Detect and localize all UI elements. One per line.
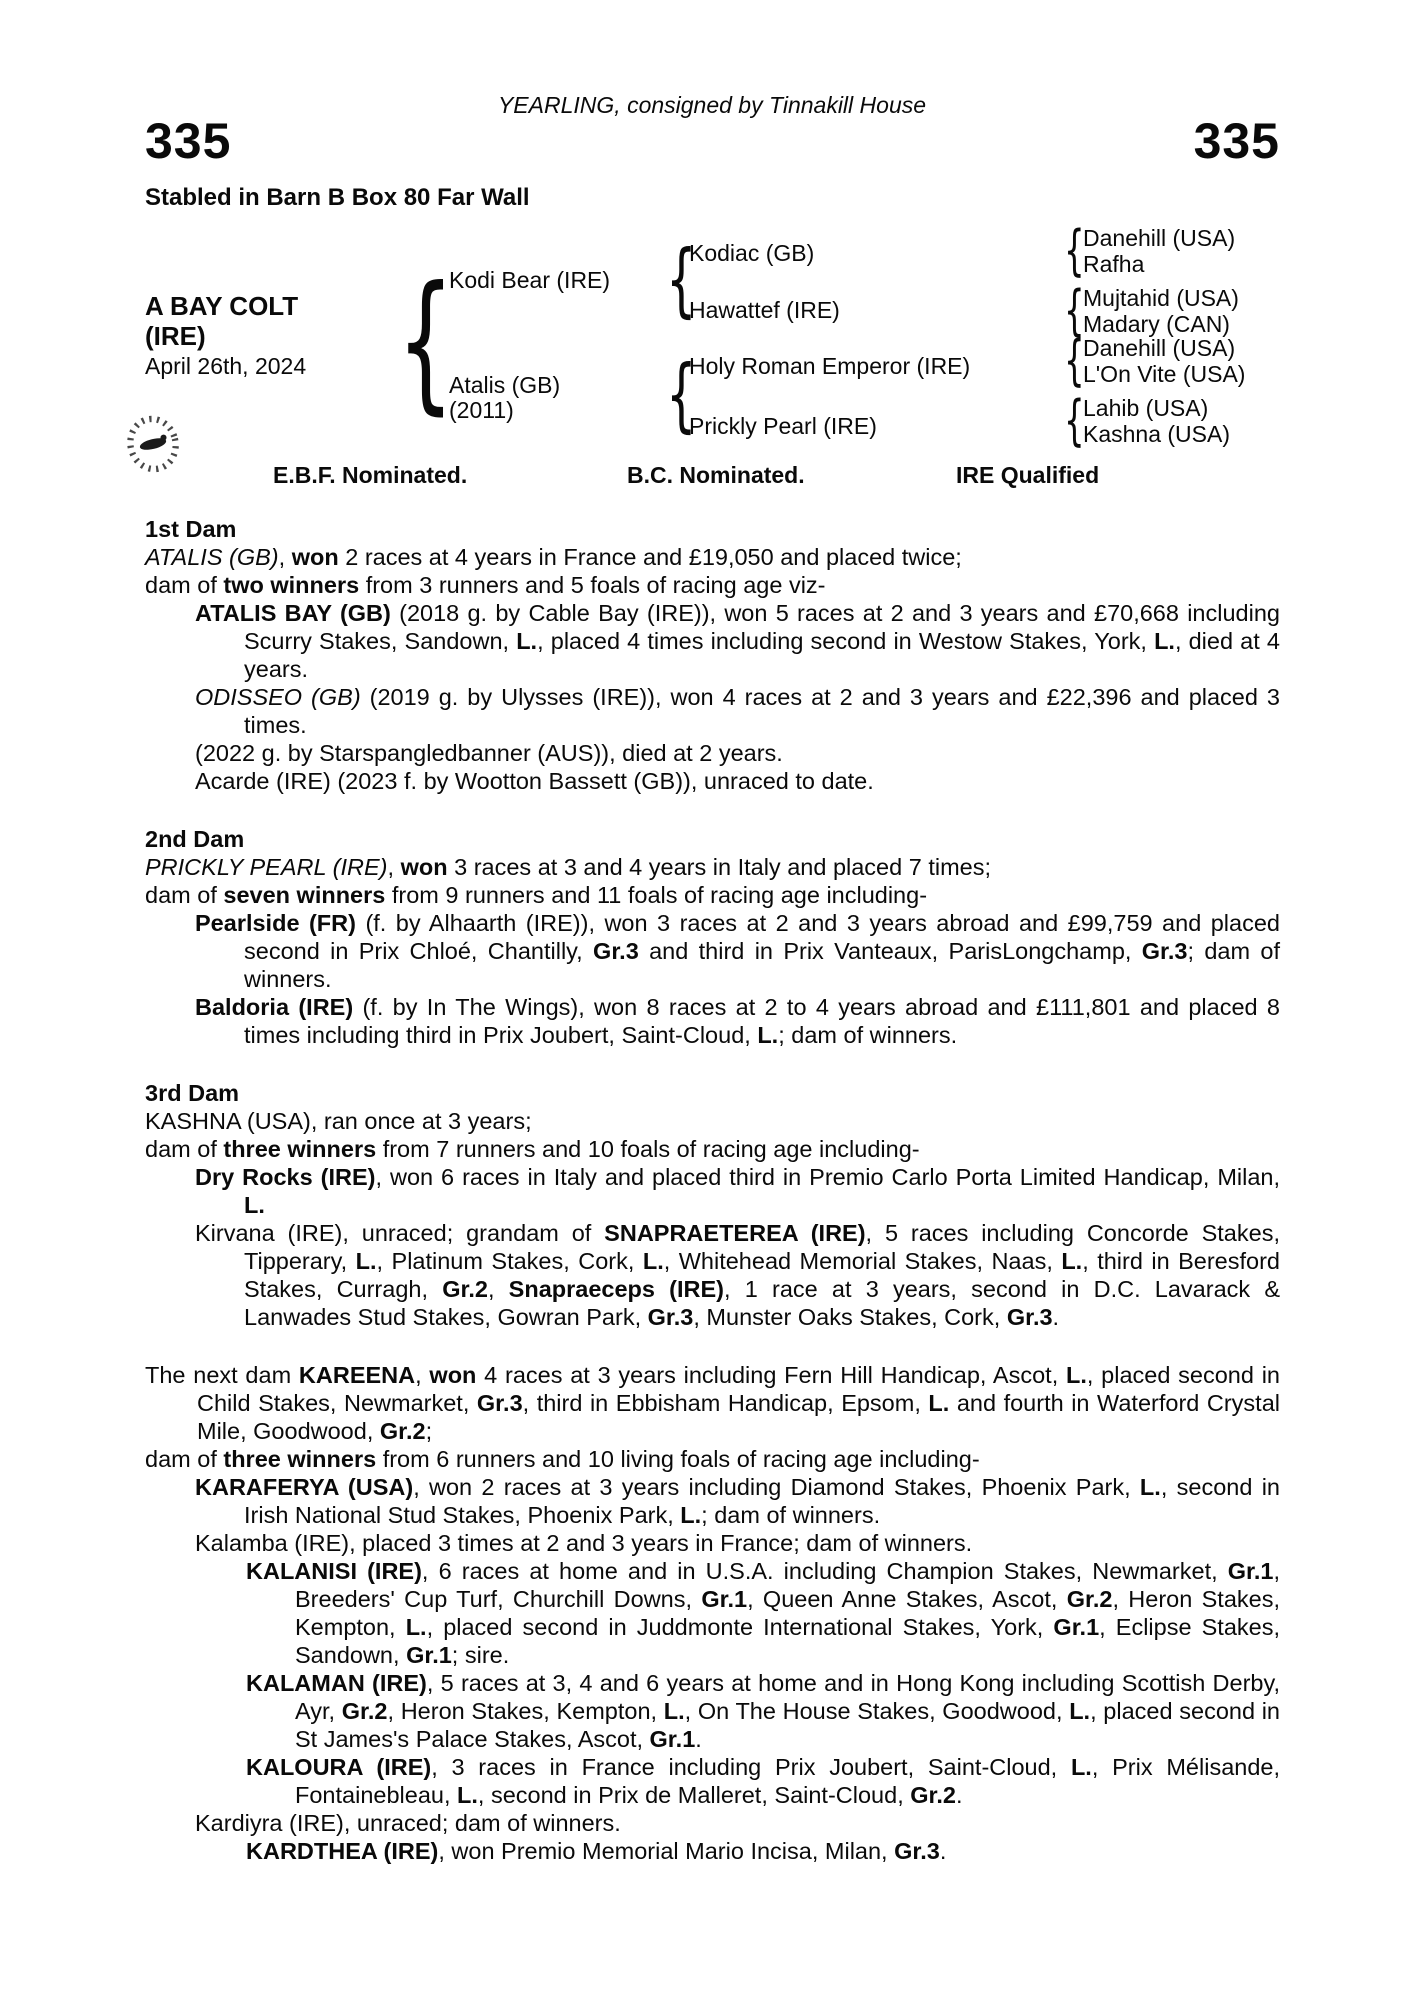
lot-number-left: 335 [145,113,232,169]
dam-sire-name: Holy Roman Emperor (IRE) [689,353,971,379]
section-heading: 1st Dam [145,516,237,542]
ancestor-name: Rafha [1083,251,1145,277]
pedigree-brace-icon [1064,394,1085,448]
pedigree-paragraph: dam of three winners from 7 runners and 10 foals of racing age including- [145,1136,920,1162]
ancestor-name: Danehill (USA) [1083,335,1236,361]
ebf-horse-stamp-icon [126,413,180,475]
pedigree-paragraph: dam of two winners from 3 runners and 5 foals of racing age viz- [145,572,826,598]
pedigree-paragraph: Kardiyra (IRE), unraced; dam of winners. [195,1810,621,1836]
sire-dam-name: Hawattef (IRE) [689,297,840,323]
section-heading: 2nd Dam [145,826,245,852]
ancestor-name: L'On Vite (USA) [1083,361,1246,387]
gen3-names [1083,395,1230,447]
lot-number-right: 335 [1193,113,1280,169]
ebf-nominated-label: E.B.F. Nominated. [273,462,468,488]
gen3-pair [1064,335,1245,387]
dam-name-block [449,373,560,423]
consignor-title: YEARLING, consigned by Tinnakill House [497,92,927,118]
section-further-dams [145,1361,1280,1865]
horse-name-block [145,291,306,381]
section-2nd-dam [145,825,1280,1049]
pedigree-paragraph: The next dam KAREENA, won 4 races at 3 years including Fern Hill Handicap, Ascot, L., placed second in Child Stakes, Newmarket, Gr.3, third in Ebbisham Handicap, Epsom, L. and fourth in Waterford Crystal Mile, Goodwood, Gr.2; [145,1362,1280,1444]
gen3-pair [1064,285,1239,337]
ancestor-name: Kashna (USA) [1083,421,1231,447]
foaling-date: April 26th, 2024 [145,353,307,379]
sire-sire-name: Kodiac (GB) [689,240,815,266]
bc-nominated-label: B.C. Nominated. [627,462,805,488]
ancestor-name: Lahib (USA) [1083,395,1209,421]
pedigree-brace-icon [1064,334,1085,388]
pedigree-paragraph: Kalamba (IRE), placed 3 times at 2 and 3 years in France; dam of winners. [195,1530,973,1556]
gen3-pair [1064,395,1230,447]
ancestor-name: Madary (CAN) [1083,311,1230,337]
pedigree-paragraph: KALOURA (IRE), 3 races in France including Prix Joubert, Saint-Cloud, L., Prix Mélisande, Fontainebleau, L., second in Prix de Malleret, Saint-Cloud, Gr.2. [246,1754,1280,1808]
pedigree-paragraph: PRICKLY PEARL (IRE), won 3 races at 3 and 4 years in Italy and placed 7 times; [145,854,991,880]
pedigree-paragraph: dam of seven winners from 9 runners and 11 foals of racing age including- [145,882,928,908]
section-3rd-dam [145,1079,1280,1331]
pedigree-paragraph: Dry Rocks (IRE), won 6 races in Italy and placed third in Premio Carlo Porta Limited Handicap, Milan, L. [195,1164,1281,1218]
pedigree-paragraph: KARAFERYA (USA), won 2 races at 3 years including Diamond Stakes, Phoenix Park, L., second in Irish National Stud Stakes, Phoenix Park, L.; dam of winners. [195,1474,1280,1528]
ire-qualified-label: IRE Qualified [956,462,1100,488]
ancestor-name: Mujtahid (USA) [1083,285,1239,311]
horse-name-line1: A BAY COLT [145,291,299,321]
gen3-names [1083,335,1245,387]
gen3-names [1083,225,1235,277]
pedigree-table [145,225,1280,475]
stabled-location: Stabled in Barn B Box 80 Far Wall [145,184,530,211]
pedigree-paragraph: ODISSEO (GB) (2019 g. by Ulysses (IRE)), won 4 races at 2 and 3 years and £22,396 and placed 3 times. [195,684,1280,738]
pedigree-paragraph: Baldoria (IRE) (f. by In The Wings), won 8 races at 2 to 4 years abroad and £111,801 and placed 8 times including third in Prix Joubert, Saint-Cloud, L.; dam of winners. [195,994,1280,1048]
section-heading: 3rd Dam [145,1080,240,1106]
section-1st-dam [145,515,1280,795]
dam-year: (2011) [449,397,514,423]
pedigree-paragraph: Kirvana (IRE), unraced; grandam of SNAPRAETEREA (IRE), 5 races including Concorde Stakes, Tipperary, L., Platinum Stakes, Cork, L., Whitehead Memorial Stakes, Naas, L., third in Beresford Stakes, Curragh, Gr.2, Snapraeceps (IRE), 1 race at 3 years, second in D.C. Lavarack & Lanwades Stud Stakes, Gowran Park, Gr.3, Munster Oaks Stakes, Cork, Gr.3. [195,1220,1281,1330]
pedigree-brace-icon [397,267,454,417]
pedigree-sections [145,515,1280,1865]
gen3-pair [1064,225,1235,277]
pedigree-paragraph: (2022 g. by Starspangledbanner (AUS)), died at 2 years. [195,740,783,766]
dam-dam-name: Prickly Pearl (IRE) [689,413,877,439]
pedigree-brace-icon [1064,224,1085,278]
pedigree-paragraph: ATALIS BAY (GB) (2018 g. by Cable Bay (IRE)), won 5 races at 2 and 3 years and £70,668 including Scurry Stakes, Sandown, L., placed 4 times including second in Westow Stakes, York, L., died at 4 years. [195,600,1280,682]
gen3-names [1083,285,1239,337]
pedigree-paragraph: Pearlside (FR) (f. by Alhaarth (IRE)), won 3 races at 2 and 3 years abroad and £99,759 and placed second in Prix Chloé, Chantilly, Gr.3 and third in Prix Vanteaux, ParisLongchamp, Gr.3; dam of winners. [195,910,1281,992]
dam-name: Atalis (GB) [449,372,561,398]
sire-name: Kodi Bear (IRE) [449,267,611,293]
ancestor-name: Danehill (USA) [1083,225,1236,251]
pedigree-paragraph: Acarde (IRE) (2023 f. by Wootton Bassett (GB)), unraced to date. [195,768,874,794]
pedigree-paragraph: KASHNA (USA), ran once at 3 years; [145,1108,532,1134]
pedigree-paragraph: ATALIS (GB), won 2 races at 4 years in France and £19,050 and placed twice; [145,544,962,570]
horse-name-line2: (IRE) [145,321,206,351]
pedigree-paragraph: KALAMAN (IRE), 5 races at 3, 4 and 6 years at home and in Hong Kong including Scottish Derby, Ayr, Gr.2, Heron Stakes, Kempton, L., On The House Stakes, Goodwood, L., placed second in St James's Palace Stakes, Ascot, Gr.1. [246,1670,1281,1752]
pedigree-paragraph: dam of three winners from 6 runners and 10 living foals of racing age including- [145,1446,980,1472]
pedigree-paragraph: KARDTHEA (IRE), won Premio Memorial Mario Incisa, Milan, Gr.3. [246,1838,947,1864]
pedigree-paragraph: KALANISI (IRE), 6 races at home and in U.S.A. including Champion Stakes, Newmarket, Gr.1, Breeders' Cup Turf, Churchill Downs, Gr.1, Queen Anne Stakes, Ascot, Gr.2, Heron Stakes, Kempton, L., placed second in Juddmonte International Stakes, York, Gr.1, Eclipse Stakes, Sandown, Gr.1; sire. [246,1558,1281,1668]
